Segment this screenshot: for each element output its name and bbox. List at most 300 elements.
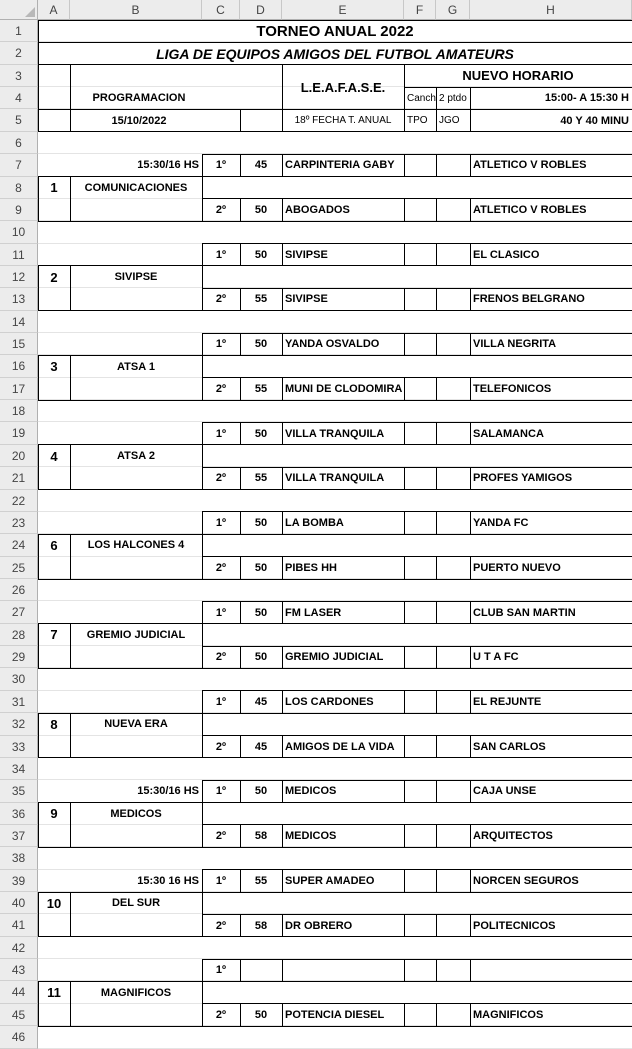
- fecha-label[interactable]: 18º FECHA T. ANUAL: [282, 109, 404, 131]
- category[interactable]: [240, 959, 282, 981]
- away-team[interactable]: EL REJUNTE: [470, 691, 632, 713]
- home-team[interactable]: SUPER AMADEO: [282, 870, 404, 892]
- home-team[interactable]: LA BOMBA: [282, 512, 404, 534]
- home-team[interactable]: [282, 959, 404, 981]
- row-header[interactable]: 15: [0, 333, 38, 355]
- home-team[interactable]: ABOGADOS: [282, 199, 404, 221]
- cell-border: [38, 534, 632, 535]
- cell-border: [404, 467, 405, 489]
- kickoff-time[interactable]: 15:30/16 HS: [70, 780, 202, 802]
- group-name[interactable]: DEL SUR: [70, 892, 202, 914]
- cell-border: [282, 288, 283, 310]
- half-label[interactable]: 1º: [202, 959, 240, 981]
- cell-border: [470, 870, 471, 892]
- home-team[interactable]: GREMIO JUDICIAL: [282, 646, 404, 668]
- cell-border: [404, 691, 405, 713]
- cell-border: [404, 244, 405, 266]
- cell-border: [38, 892, 632, 893]
- cell-border: [282, 557, 283, 579]
- cell-border: [282, 914, 283, 936]
- kickoff-time[interactable]: [70, 691, 202, 713]
- half-label[interactable]: 1º: [202, 691, 240, 713]
- row-header[interactable]: 16: [0, 355, 38, 377]
- row-header[interactable]: 27: [0, 601, 38, 623]
- row-header[interactable]: 11: [0, 244, 38, 266]
- cell-border: [202, 736, 203, 758]
- away-team[interactable]: ARQUITECTOS: [470, 825, 632, 847]
- cell-border: [404, 557, 405, 579]
- row-header[interactable]: 18: [0, 400, 38, 422]
- group-number[interactable]: 1: [38, 177, 70, 199]
- group-number[interactable]: 4: [38, 445, 70, 467]
- half-label[interactable]: 2º: [202, 467, 240, 489]
- cell-border: [38, 42, 632, 43]
- cell-border: [70, 266, 71, 311]
- group-number[interactable]: 11: [38, 981, 70, 1003]
- row-header[interactable]: 32: [0, 713, 38, 735]
- row-header[interactable]: 8: [0, 177, 38, 199]
- away-team[interactable]: U T A FC: [470, 646, 632, 668]
- cell-border: [38, 310, 632, 311]
- cell-border: [436, 333, 437, 355]
- away-team[interactable]: FRENOS BELGRANO: [470, 288, 632, 310]
- cell-border: [202, 557, 203, 579]
- cell-border: [436, 557, 437, 579]
- cell-border: [240, 959, 241, 981]
- cell-border: [38, 445, 39, 490]
- row-header[interactable]: 29: [0, 646, 38, 668]
- cell-border: [436, 244, 437, 266]
- cell-border: [38, 668, 632, 669]
- cell-border: [470, 199, 471, 221]
- row-header[interactable]: 42: [0, 937, 38, 959]
- column-header-g[interactable]: G: [436, 0, 470, 20]
- cell-border: [282, 780, 283, 802]
- kickoff-time[interactable]: 15:30/16 HS: [70, 154, 202, 176]
- kickoff-time[interactable]: [70, 333, 202, 355]
- row-header[interactable]: 3: [0, 65, 38, 87]
- category[interactable]: 45: [240, 154, 282, 176]
- row-header[interactable]: 19: [0, 422, 38, 444]
- category[interactable]: 55: [240, 288, 282, 310]
- cell-border: [38, 265, 632, 266]
- group-name[interactable]: COMUNICACIONES: [70, 177, 202, 199]
- cell-border: [38, 355, 632, 356]
- home-team[interactable]: VILLA TRANQUILA: [282, 422, 404, 444]
- cell-border: [282, 422, 283, 444]
- category[interactable]: 50: [240, 199, 282, 221]
- cell-border: [70, 177, 71, 222]
- gridline: [38, 1048, 632, 1049]
- cell-border: [38, 20, 632, 21]
- row-header[interactable]: 41: [0, 914, 38, 936]
- category[interactable]: 50: [240, 1004, 282, 1026]
- home-team[interactable]: AMIGOS DE LA VIDA: [282, 736, 404, 758]
- home-team[interactable]: POTENCIA DIESEL: [282, 1004, 404, 1026]
- cell-border: [470, 959, 471, 981]
- cell-border: [38, 713, 632, 714]
- tournament-title[interactable]: TORNEO ANUAL 2022: [38, 20, 632, 42]
- cell-border: [282, 154, 283, 176]
- kickoff-time[interactable]: 15:30 16 HS: [70, 870, 202, 892]
- cell-border: [436, 154, 437, 176]
- cell-border: [404, 1004, 405, 1026]
- half-label[interactable]: 2º: [202, 736, 240, 758]
- home-team[interactable]: CARPINTERIA GABY: [282, 154, 404, 176]
- cell-border: [202, 512, 203, 534]
- cell-border: [202, 556, 632, 557]
- league-acronym[interactable]: L.E.A.F.A.S.E.: [282, 65, 404, 110]
- away-team[interactable]: ATLETICO V ROBLES: [470, 154, 632, 176]
- cell-border: [470, 601, 471, 623]
- cell-border: [38, 624, 39, 669]
- cell-border: [70, 534, 71, 579]
- horario-range[interactable]: 15:00- A 15:30 H: [470, 87, 632, 109]
- cell-border: [436, 1004, 437, 1026]
- half-label[interactable]: 1º: [202, 333, 240, 355]
- row-header[interactable]: 33: [0, 736, 38, 758]
- category[interactable]: 55: [240, 378, 282, 400]
- cell-border: [282, 825, 283, 847]
- home-team[interactable]: DR OBRERO: [282, 914, 404, 936]
- half-label[interactable]: 1º: [202, 512, 240, 534]
- cell-border: [202, 154, 203, 176]
- away-team[interactable]: TELEFONICOS: [470, 378, 632, 400]
- column-header-d[interactable]: D: [240, 0, 282, 20]
- cell-border: [202, 355, 203, 377]
- category[interactable]: 55: [240, 870, 282, 892]
- cell-border: [436, 512, 437, 534]
- category[interactable]: 45: [240, 736, 282, 758]
- half-label[interactable]: 2º: [202, 378, 240, 400]
- category[interactable]: 50: [240, 422, 282, 444]
- cell-border: [404, 646, 405, 668]
- group-number[interactable]: 2: [38, 266, 70, 288]
- cell-border: [282, 646, 283, 668]
- cell-border: [70, 445, 71, 490]
- category[interactable]: 55: [240, 467, 282, 489]
- cell-border: [202, 244, 203, 266]
- row-header[interactable]: 17: [0, 378, 38, 400]
- category[interactable]: 50: [240, 244, 282, 266]
- row-header[interactable]: 38: [0, 847, 38, 869]
- row-header[interactable]: 45: [0, 1004, 38, 1026]
- cell-border: [38, 20, 39, 132]
- half-label[interactable]: 1º: [202, 244, 240, 266]
- cell-border: [38, 892, 39, 937]
- half-label[interactable]: 1º: [202, 870, 240, 892]
- row-header[interactable]: 36: [0, 803, 38, 825]
- home-team[interactable]: SIVIPSE: [282, 244, 404, 266]
- cell-border: [470, 914, 471, 936]
- cell-border: [202, 445, 203, 467]
- home-team[interactable]: MEDICOS: [282, 825, 404, 847]
- cell-border: [38, 579, 632, 580]
- half-label[interactable]: 2º: [202, 557, 240, 579]
- jgo-label[interactable]: JGO: [436, 109, 470, 131]
- kickoff-time[interactable]: [70, 244, 202, 266]
- home-team[interactable]: MEDICOS: [282, 780, 404, 802]
- row-header[interactable]: 40: [0, 892, 38, 914]
- home-team[interactable]: PIBES HH: [282, 557, 404, 579]
- cell-border: [470, 154, 471, 176]
- kickoff-time[interactable]: [70, 512, 202, 534]
- cell-border: [38, 355, 39, 400]
- duracion[interactable]: 40 Y 40 MINU: [470, 109, 632, 131]
- group-name[interactable]: ATSA 1: [70, 355, 202, 377]
- row-header[interactable]: 24: [0, 534, 38, 556]
- cell-border: [240, 914, 241, 936]
- cell-border: [404, 154, 405, 176]
- home-team[interactable]: VILLA TRANQUILA: [282, 467, 404, 489]
- group-number[interactable]: 7: [38, 624, 70, 646]
- away-team[interactable]: PROFES YAMIGOS: [470, 467, 632, 489]
- away-team[interactable]: NORCEN SEGUROS: [470, 870, 632, 892]
- cell-border: [202, 870, 203, 892]
- cell-border: [404, 959, 405, 981]
- cell-border: [282, 1004, 283, 1026]
- group-name[interactable]: MAGNIFICOS: [70, 981, 202, 1003]
- select-all-corner[interactable]: [0, 0, 38, 20]
- cell-border: [470, 87, 471, 132]
- nuevo-horario[interactable]: NUEVO HORARIO: [404, 65, 632, 87]
- cell-border: [38, 176, 632, 177]
- column-header-c[interactable]: C: [202, 0, 240, 20]
- corner-triangle-icon: [25, 7, 35, 17]
- row-header[interactable]: 4: [0, 87, 38, 109]
- row-header[interactable]: 46: [0, 1026, 38, 1048]
- row-header[interactable]: 31: [0, 691, 38, 713]
- cell-border: [202, 735, 632, 736]
- away-team[interactable]: SAN CARLOS: [470, 736, 632, 758]
- cell-border: [202, 646, 632, 647]
- row-header[interactable]: 14: [0, 311, 38, 333]
- half-label[interactable]: 2º: [202, 825, 240, 847]
- cell-border: [202, 914, 203, 936]
- away-team[interactable]: ATLETICO V ROBLES: [470, 199, 632, 221]
- cell-border: [404, 378, 405, 400]
- cell-border: [38, 981, 632, 982]
- cell-border: [470, 825, 471, 847]
- row-header[interactable]: 39: [0, 870, 38, 892]
- column-header-f[interactable]: F: [404, 0, 436, 20]
- kickoff-time[interactable]: [70, 422, 202, 444]
- cell-border: [282, 736, 283, 758]
- kickoff-time[interactable]: [70, 959, 202, 981]
- half-label[interactable]: 1º: [202, 422, 240, 444]
- cell-border: [470, 288, 471, 310]
- cell-border: [38, 131, 632, 132]
- cell-border: [470, 780, 471, 802]
- group-name[interactable]: NUEVA ERA: [70, 713, 202, 735]
- row-header[interactable]: 5: [0, 109, 38, 131]
- cell-border: [202, 1004, 203, 1026]
- category[interactable]: 45: [240, 691, 282, 713]
- group-name[interactable]: SIVIPSE: [70, 266, 202, 288]
- row-header[interactable]: 13: [0, 288, 38, 310]
- cell-border: [436, 780, 437, 802]
- row-header[interactable]: 22: [0, 490, 38, 512]
- ptdo-label[interactable]: 2 ptdo: [436, 87, 470, 109]
- away-team[interactable]: POLITECNICOS: [470, 914, 632, 936]
- group-number[interactable]: 6: [38, 534, 70, 556]
- cell-border: [240, 422, 241, 444]
- cell-border: [470, 557, 471, 579]
- row-header[interactable]: 23: [0, 512, 38, 534]
- away-team[interactable]: PUERTO NUEVO: [470, 557, 632, 579]
- category[interactable]: 50: [240, 601, 282, 623]
- away-team[interactable]: EL CLASICO: [470, 244, 632, 266]
- cell-border: [240, 378, 241, 400]
- cell-border: [240, 154, 241, 176]
- group-number[interactable]: 10: [38, 892, 70, 914]
- row-header[interactable]: 28: [0, 624, 38, 646]
- row-header[interactable]: 44: [0, 981, 38, 1003]
- cell-border: [282, 244, 283, 266]
- row-header[interactable]: 20: [0, 445, 38, 467]
- category[interactable]: 50: [240, 512, 282, 534]
- group-name[interactable]: MEDICOS: [70, 803, 202, 825]
- category[interactable]: 50: [240, 646, 282, 668]
- row-header[interactable]: 34: [0, 758, 38, 780]
- cell-border: [202, 959, 203, 981]
- row-header[interactable]: 21: [0, 467, 38, 489]
- row-header[interactable]: 2: [0, 42, 38, 64]
- cell-border: [202, 914, 632, 915]
- group-name[interactable]: GREMIO JUDICIAL: [70, 624, 202, 646]
- away-team[interactable]: YANDA FC: [470, 512, 632, 534]
- cell-border: [240, 512, 241, 534]
- row-header[interactable]: 10: [0, 221, 38, 243]
- half-label[interactable]: 2º: [202, 1004, 240, 1026]
- cell-border: [240, 467, 241, 489]
- row-header[interactable]: 12: [0, 266, 38, 288]
- row-header[interactable]: 9: [0, 199, 38, 221]
- half-label[interactable]: 2º: [202, 646, 240, 668]
- category[interactable]: 50: [240, 557, 282, 579]
- cell-border: [202, 422, 632, 423]
- cell-border: [38, 713, 39, 758]
- cell-border: [202, 981, 203, 1003]
- cell-border: [70, 624, 71, 669]
- cell-border: [38, 266, 39, 311]
- row-header[interactable]: 6: [0, 132, 38, 154]
- league-name[interactable]: LIGA DE EQUIPOS AMIGOS DEL FUTBOL AMATEURS: [38, 42, 632, 64]
- category[interactable]: 50: [240, 333, 282, 355]
- category[interactable]: 58: [240, 914, 282, 936]
- cell-border: [38, 64, 632, 65]
- row-header[interactable]: 1: [0, 20, 38, 42]
- home-team[interactable]: LOS CARDONES: [282, 691, 404, 713]
- cell-border: [202, 1003, 632, 1004]
- cell-border: [404, 870, 405, 892]
- cell-border: [38, 803, 39, 848]
- programacion-label[interactable]: PROGRAMACION: [38, 87, 240, 109]
- home-team[interactable]: SIVIPSE: [282, 288, 404, 310]
- row-header[interactable]: 43: [0, 959, 38, 981]
- cell-border: [70, 65, 71, 132]
- category[interactable]: 50: [240, 780, 282, 802]
- kickoff-time[interactable]: [70, 601, 202, 623]
- cell-border: [470, 244, 471, 266]
- away-team[interactable]: VILLA NEGRITA: [470, 333, 632, 355]
- row-header[interactable]: 26: [0, 579, 38, 601]
- cell-border: [202, 534, 203, 556]
- group-number[interactable]: 9: [38, 803, 70, 825]
- half-label[interactable]: 2º: [202, 914, 240, 936]
- category[interactable]: 58: [240, 825, 282, 847]
- row-header[interactable]: 30: [0, 668, 38, 690]
- row-header[interactable]: 35: [0, 780, 38, 802]
- cell-border: [202, 467, 203, 489]
- group-number[interactable]: 3: [38, 355, 70, 377]
- group-number[interactable]: 8: [38, 713, 70, 735]
- cell-border: [38, 489, 632, 490]
- away-team[interactable]: CLUB SAN MARTIN: [470, 601, 632, 623]
- row-header[interactable]: 7: [0, 154, 38, 176]
- cell-border: [202, 690, 632, 691]
- group-name[interactable]: ATSA 2: [70, 445, 202, 467]
- cell-border: [240, 870, 241, 892]
- group-name[interactable]: LOS HALCONES 4: [70, 534, 202, 556]
- cell-border: [70, 713, 71, 758]
- cell-border: [436, 914, 437, 936]
- away-team[interactable]: MAGNIFICOS: [470, 1004, 632, 1026]
- cell-border: [240, 244, 241, 266]
- cell-border: [202, 780, 632, 781]
- cell-border: [202, 691, 203, 713]
- cell-border: [436, 646, 437, 668]
- home-team[interactable]: MUNI DE CLODOMIRA: [282, 378, 404, 400]
- half-label[interactable]: 1º: [202, 601, 240, 623]
- home-team[interactable]: YANDA OSVALDO: [282, 333, 404, 355]
- cell-border: [202, 803, 203, 825]
- cell-border: [70, 981, 71, 1026]
- cell-border: [38, 400, 632, 401]
- cell-border: [202, 646, 203, 668]
- cell-border: [202, 601, 632, 602]
- half-label[interactable]: 1º: [202, 780, 240, 802]
- half-label[interactable]: 2º: [202, 199, 240, 221]
- cell-border: [202, 422, 203, 444]
- column-header-a[interactable]: A: [38, 0, 70, 20]
- column-header-h[interactable]: H: [470, 0, 632, 20]
- cell-border: [240, 1004, 241, 1026]
- away-team[interactable]: SALAMANCA: [470, 422, 632, 444]
- date[interactable]: 15/10/2022: [38, 109, 240, 131]
- tpo-label[interactable]: TPO: [404, 109, 436, 131]
- cell-border: [202, 199, 203, 221]
- cell-border: [470, 512, 471, 534]
- cell-border: [240, 780, 241, 802]
- cell-border: [202, 288, 632, 289]
- half-label[interactable]: 1º: [202, 154, 240, 176]
- cell-border: [202, 378, 203, 400]
- home-team[interactable]: FM LASER: [282, 601, 404, 623]
- cell-border: [202, 154, 632, 155]
- row-header[interactable]: 25: [0, 557, 38, 579]
- column-header-e[interactable]: E: [282, 0, 404, 20]
- away-team[interactable]: CAJA UNSE: [470, 780, 632, 802]
- cell-border: [38, 936, 632, 937]
- half-label[interactable]: 2º: [202, 288, 240, 310]
- cell-border: [436, 378, 437, 400]
- away-team[interactable]: [470, 959, 632, 981]
- column-header-b[interactable]: B: [70, 0, 202, 20]
- cancha-label[interactable]: Canch: [404, 87, 436, 109]
- row-header[interactable]: 37: [0, 825, 38, 847]
- cell-border: [404, 422, 405, 444]
